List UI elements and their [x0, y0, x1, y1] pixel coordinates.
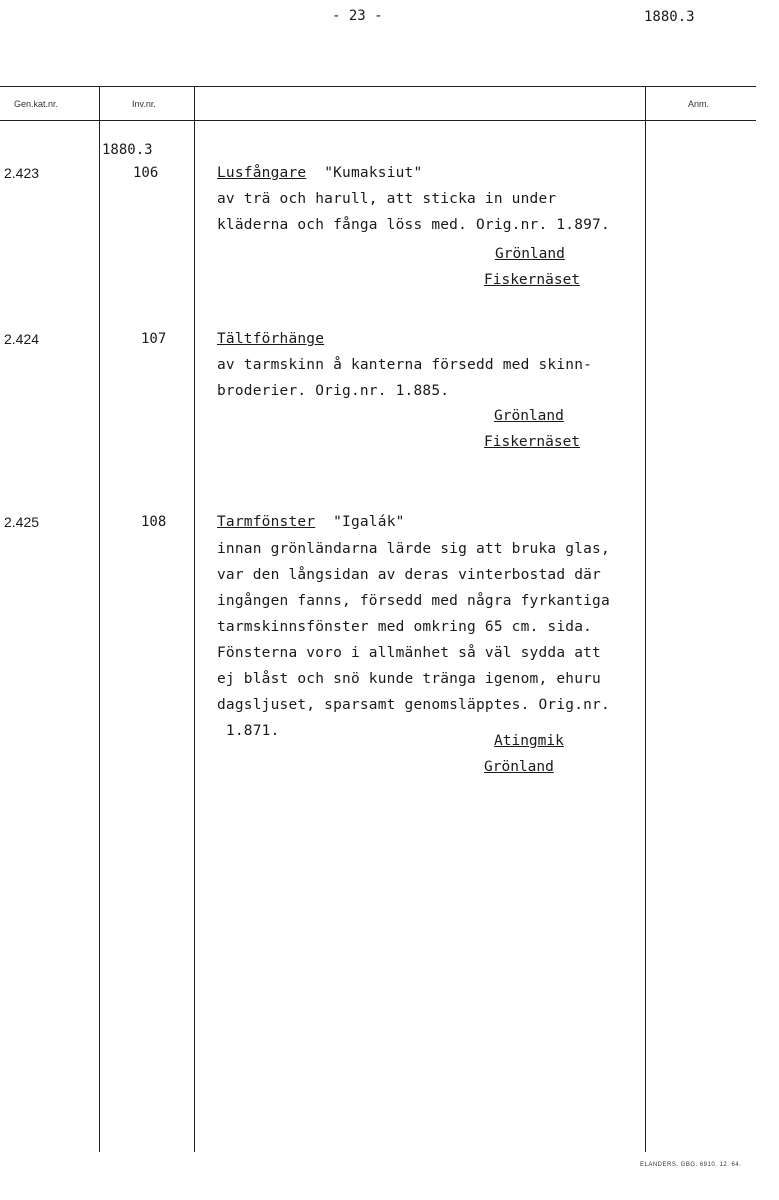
- entry-description-line: 1.871.: [217, 723, 280, 739]
- entry-title: Tältförhänge: [217, 331, 325, 347]
- entry-description-line: ingången fanns, försedd med några fyrkantiga: [217, 593, 610, 609]
- entry-heading: [217, 160, 422, 186]
- inv-nr: 108: [141, 514, 167, 530]
- header-bottom-rule: [0, 120, 756, 121]
- entry-place: Grönland: [495, 246, 565, 262]
- entry-description-line: kläderna och fånga löss med. Orig.nr. 1.897.: [217, 217, 610, 233]
- accession-group-label: 1880.3: [102, 142, 153, 158]
- entry-place: Fiskernäset: [484, 434, 581, 450]
- entry-heading: [217, 509, 405, 535]
- entry-heading: [217, 326, 324, 352]
- entry-title: Lusfångare: [217, 165, 307, 181]
- column-header-anm: Anm.: [688, 99, 710, 109]
- entry-place: Fiskernäset: [484, 272, 581, 288]
- entry-place: Grönland: [494, 408, 564, 424]
- page-number: - 23 -: [332, 8, 383, 24]
- entry-description-line: var den långsidan av deras vinterbostad där: [217, 567, 601, 583]
- entry-description-line: tarmskinnsfönster med omkring 65 cm. sida.: [217, 619, 593, 635]
- column-divider-inv: [194, 86, 195, 1152]
- gen-kat-nr: 2.425: [4, 514, 40, 530]
- entry-description-line: av trä och harull, att sticka in under: [217, 191, 557, 207]
- entry-description-line: innan grönländarna lärde sig att bruka glas,: [217, 541, 610, 557]
- entry-place: Grönland: [484, 759, 554, 775]
- accession-reference: 1880.3: [644, 9, 695, 25]
- column-header-inv-nr: Inv.nr.: [132, 99, 156, 109]
- entry-native-name: "Igalák": [333, 514, 405, 530]
- inv-nr: 107: [141, 331, 167, 347]
- entry-native-name: "Kumaksiut": [324, 165, 423, 181]
- entry-description-line: broderier. Orig.nr. 1.885.: [217, 383, 450, 399]
- inv-nr: 106: [133, 165, 159, 181]
- gen-kat-nr: 2.423: [4, 165, 40, 181]
- entry-description-line: dagsljuset, sparsamt genomsläpptes. Orig.nr.: [217, 697, 610, 713]
- gen-kat-nr: 2.424: [4, 331, 40, 347]
- header-top-rule: [0, 86, 756, 87]
- column-divider-anm: [645, 86, 646, 1152]
- column-header-gen-kat-nr: Gen.kat.nr.: [14, 99, 59, 109]
- entry-place: Atingmik: [494, 733, 564, 749]
- printer-imprint: ELANDERS. GBG. 6910. 12. 64.: [640, 1162, 742, 1168]
- entry-description-line: ej blåst och snö kunde tränga igenom, ehuru: [217, 671, 601, 687]
- column-divider-gen: [99, 86, 100, 1152]
- entry-title: Tarmfönster: [217, 514, 316, 530]
- entry-description-line: av tarmskinn å kanterna försedd med skinn-: [217, 357, 593, 373]
- entry-description-line: Fönsterna voro i allmänhet så väl sydda att: [217, 645, 601, 661]
